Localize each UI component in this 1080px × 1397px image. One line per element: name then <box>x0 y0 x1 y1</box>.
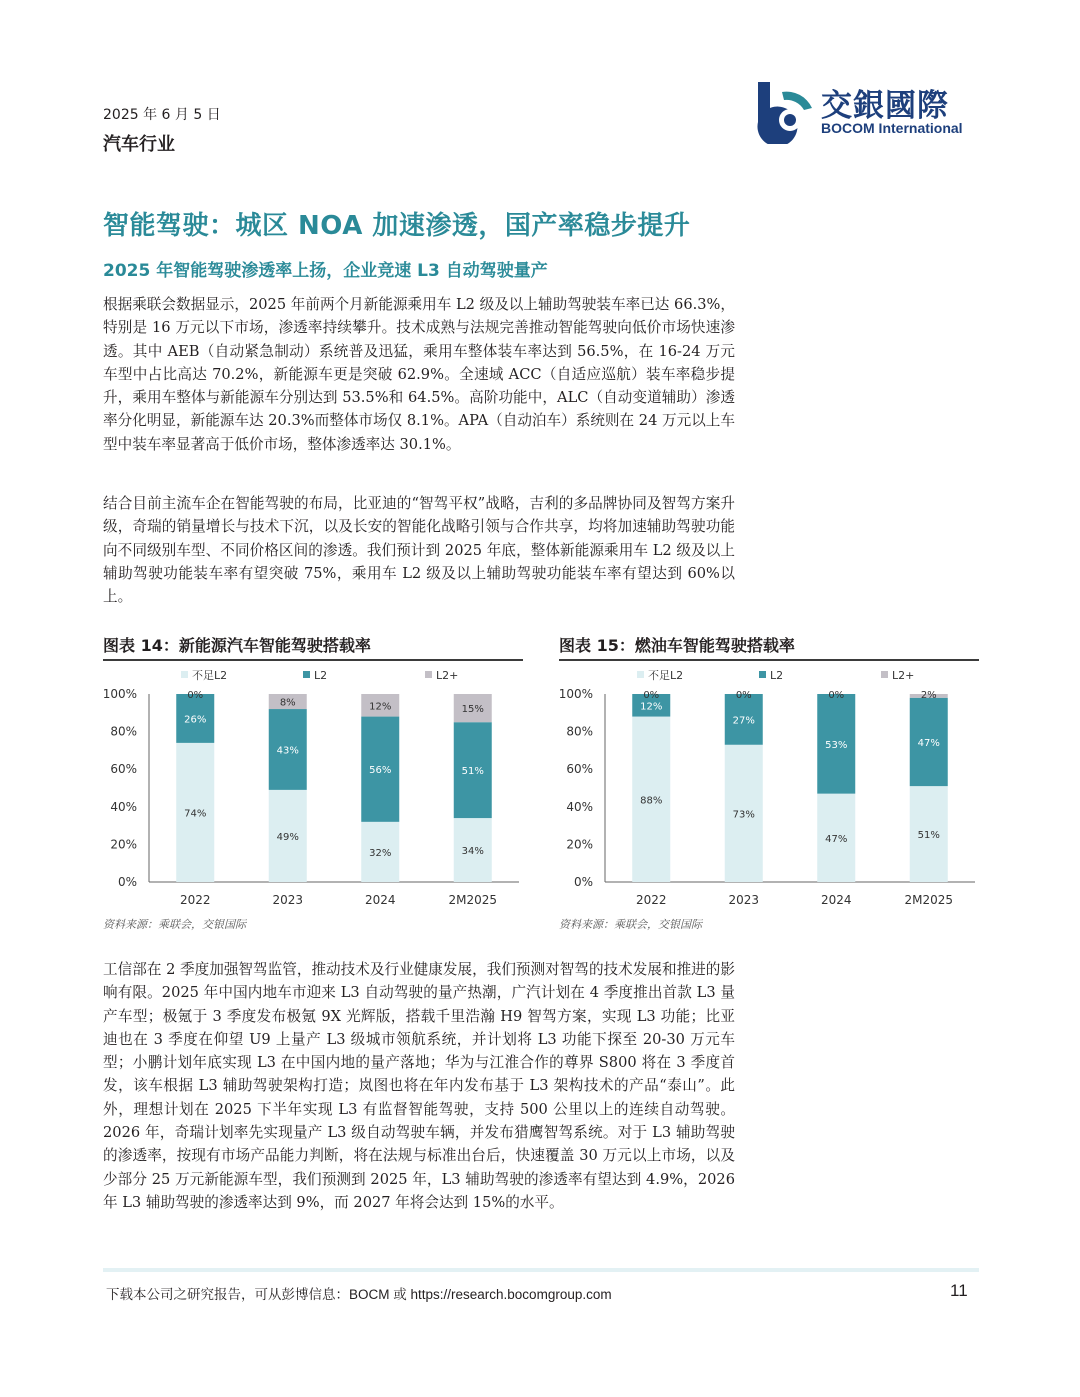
figure-14-title: 图表 14：新能源汽车智能驾驶搭载率 <box>103 636 371 655</box>
legend-label-1: L2 <box>314 669 328 682</box>
data-label: 74% <box>184 808 207 820</box>
data-label: 56% <box>369 765 392 777</box>
y-tick-label: 80% <box>566 724 593 739</box>
y-tick-label: 60% <box>110 762 137 777</box>
data-label: 0% <box>735 690 752 701</box>
legend-swatch-2 <box>881 671 888 678</box>
legend-swatch-1 <box>303 671 310 678</box>
paragraph-2: 结合目前主流车企在智能驾驶的布局，比亚迪的“智驾平权”战略，吉利的多品牌协同及智驾方案升级，奇瑞的销量增长与技术下沉，以及长安的智能化战略引领与合作共享，均将加速辅助驾驶功能向不同级别车型、不同价格区间的渗透。我们预计到 2025 年底，整体新能源乘用车 L2 级及以上辅助驾驶功能装车率有望突破 75%，乘用车 L2 级及以上辅助驾驶功能装车率有望达到 60%以上。 <box>103 495 735 606</box>
y-tick-label: 20% <box>566 837 593 852</box>
legend-label-0: 不足L2 <box>648 669 684 682</box>
y-tick-label: 80% <box>110 724 137 739</box>
legend-swatch-0 <box>637 671 644 678</box>
report-date: 2025 年 6 月 5 日 <box>103 107 221 123</box>
figure-14-rule <box>103 659 523 661</box>
legend-label-2: L2+ <box>436 669 459 682</box>
legend-label-2: L2+ <box>892 669 915 682</box>
x-tick-label: 2022 <box>635 893 667 907</box>
data-label: 15% <box>461 704 484 716</box>
x-tick-label: 2M2025 <box>448 893 498 907</box>
y-tick-label: 20% <box>110 837 137 852</box>
data-label: 47% <box>917 737 940 749</box>
section-heading: 智能驾驶：城区 NOA 加速渗透，国产率稳步提升 <box>103 211 691 241</box>
logo-english-name: BOCOM International <box>821 120 963 136</box>
x-tick-label: 2023 <box>272 893 304 907</box>
data-label: 27% <box>732 715 755 727</box>
y-tick-label: 40% <box>110 799 137 814</box>
data-label: 34% <box>461 846 484 858</box>
figure-15-rule <box>559 659 979 661</box>
data-label: 73% <box>732 809 755 821</box>
data-label: 47% <box>825 833 848 845</box>
data-label: 0% <box>828 690 845 701</box>
data-label: 2% <box>920 690 937 701</box>
legend-swatch-0 <box>181 671 188 678</box>
y-tick-label: 100% <box>103 687 137 701</box>
data-label: 12% <box>369 701 392 713</box>
paragraph-1: 根据乘联会数据显示，2025 年前两个月新能源乘用车 L2 级及以上辅助驾驶装车率已达 66.3%，特别是 16 万元以下市场，渗透率持续攀升。技术成熟与法规完善推动智能驾驶向低价市场快速渗透。其中 AEB（自动紧急制动）系统普及迅猛，乘用车整体装车率达到 56.5%，在 16-24 万元车型中占比高达 70.2%，新能源车更是突破 62.9%。全速域 ACC（自适应巡航）装车率稳步提升，乘用车整体与新能源车分别达到 53.5%和 64.5%。高阶功能中，ALC（自动变道辅助）渗透率分化明显，新能源车达 20.3%而整体市场仅 8.1%。APA（自动泊车）系统则在 24 万元以上车型中装车率显著高于低价市场，整体渗透率达 30.1%。 <box>103 296 735 453</box>
y-tick-label: 100% <box>559 687 593 701</box>
bocom-logo-icon <box>752 78 818 144</box>
data-label: 8% <box>279 697 296 709</box>
legend-swatch-1 <box>759 671 766 678</box>
chart-14-container <box>103 662 523 912</box>
footer-text: 下载本公司之研究报告，可从彭博信息：BOCM 或 https://research.bocomgroup.com <box>106 1287 612 1302</box>
data-label: 0% <box>187 690 204 701</box>
section-subheading: 2025 年智能驾驶渗透率上扬，企业竞速 L3 自动驾驶量产 <box>103 261 548 281</box>
logo-chinese-name: 交銀國際 <box>821 88 949 124</box>
paragraph-3: 工信部在 2 季度加强智驾监管，推动技术及行业健康发展，我们预测对智驾的技术发展和推进的影响有限。2025 年中国内地车市迎来 L3 自动驾驶的量产热潮，广汽计划在 4 季度推出首款 L3 量产车型；极氪于 3 季度发布极氪 9X 光辉版，搭载千里浩瀚 H9 智驾方案，实现 L3 功能；比亚迪也在 3 季度在仰望 U9 上量产 L3 级城市领航系统，并计划将 L3 功能下探至 20-30 万元车型；小鹏计划年底实现 L3 在中国内地的量产落地；华为与江淮合作的尊界 S800 将在 3 季度首发，该车根据 L3 辅助驾驶架构打造；岚图也将在年内发布基于 L3 架构技术的产品“泰山”。此外，理想计划在 2025 下半年实现 L3 有监督智能驾驶，支持 500 公里以上的连续自动驾驶。2026 年，奇瑞计划率先实现量产 L3 级自动驾驶车辆，并发布猎鹰智驾系统。对于 L3 辅助驾驶的渗透率，按现有市场产品能力判断，将在法规与标准出台后，快速覆盖 30 万元以上市场，以及少部分 25 万元新能源车型，我们预测到 2025 年，L3 辅助驾驶的渗透率有望达到 4.9%，2026 年 L3 辅助驾驶的渗透率达到 9%，而 2027 年将会达到 15%的水平。 <box>103 961 735 1211</box>
data-label: 88% <box>640 795 663 807</box>
chart-15-container <box>559 662 979 912</box>
data-label: 51% <box>917 830 940 842</box>
industry-label: 汽车行业 <box>103 134 175 155</box>
data-label: 32% <box>369 847 392 859</box>
chart-14-nev-adas-rate <box>103 662 523 912</box>
data-label: 53% <box>825 739 848 751</box>
page-number: 11 <box>950 1281 968 1300</box>
y-tick-label: 40% <box>566 799 593 814</box>
x-tick-label: 2M2025 <box>904 893 954 907</box>
figure-15-title: 图表 15：燃油车智能驾驶搭载率 <box>559 636 795 655</box>
data-label: 12% <box>640 701 663 713</box>
data-label: 43% <box>276 745 299 757</box>
data-label: 0% <box>643 690 660 701</box>
legend-swatch-2 <box>425 671 432 678</box>
y-tick-label: 0% <box>573 875 593 889</box>
legend-label-0: 不足L2 <box>192 669 228 682</box>
y-tick-label: 60% <box>566 762 593 777</box>
figure-14-source: 资料来源：乘联会，交银国际 <box>103 918 246 931</box>
x-tick-label: 2024 <box>820 893 852 907</box>
x-tick-label: 2023 <box>728 893 760 907</box>
footer-divider <box>103 1268 979 1272</box>
figure-15-source: 资料来源：乘联会，交银国际 <box>559 918 702 931</box>
data-label: 26% <box>184 714 207 726</box>
company-logo <box>752 78 982 144</box>
chart-15-ice-adas-rate <box>559 662 979 912</box>
x-tick-label: 2024 <box>364 893 396 907</box>
data-label: 51% <box>461 766 484 778</box>
x-tick-label: 2022 <box>179 893 211 907</box>
data-label: 49% <box>276 831 299 843</box>
y-tick-label: 0% <box>117 875 137 889</box>
legend-label-1: L2 <box>770 669 784 682</box>
